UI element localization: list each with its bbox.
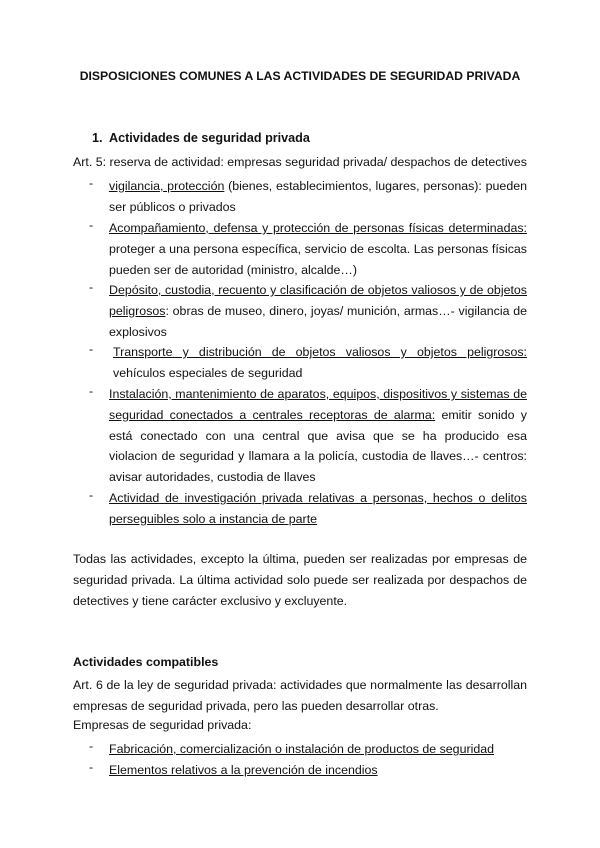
bullet-dash: - — [89, 176, 94, 190]
page-title: DISPOSICIONES COMUNES A LAS ACTIVIDADES DE SEGURIDAD PRIVADA — [79, 69, 521, 83]
underlined-term: Actividad de investigación privada relativas a personas, hechos o delitos perseguibles solo a instancia de parte — [109, 491, 527, 526]
underlined-term: Fabricación, comercialización o instalación de productos de seguridad — [109, 742, 495, 756]
section-number: 1. — [92, 131, 103, 145]
list-item-text — [109, 218, 527, 280]
bullet-dash: - — [89, 342, 94, 356]
section-heading — [92, 131, 310, 145]
underlined-term: Acompañamiento, defensa y protección de personas físicas determinadas: — [109, 221, 527, 235]
article-paragraph: Art. 6 de la ley de seguridad privada: actividades que normalmente las desarrollan empresas de seguridad privada, pero las pueden desarrollar otras. — [73, 678, 527, 714]
list-item-text — [109, 488, 527, 530]
bullet-dash: - — [89, 384, 94, 398]
underlined-term: Transporte y distribución de objetos valiosos y objetos peligrosos: — [113, 345, 527, 359]
section-heading-text: Actividades de seguridad privada — [109, 131, 310, 145]
list-item-text — [109, 739, 527, 760]
item-description: proteger a una persona específica, servicio de escolta. Las personas físicas pueden ser de autoridad (ministro, alcalde…) — [109, 241, 527, 277]
underlined-term: Elementos relativos a la prevención de incendios — [109, 763, 378, 777]
list-item-text — [109, 384, 527, 488]
underlined-term: vigilancia, protección — [109, 179, 225, 193]
subsection-heading: Actividades compatibles — [73, 655, 219, 669]
list-item-text — [109, 176, 527, 218]
item-description: : obras de museo, dinero, joyas/ munición, armas…- vigilancia de explosivos — [109, 303, 527, 339]
item-description: emitir sonido y está conectado con una central que avisa que se ha producido esa violacion de seguridad y llamara a la policía, custodia de llaves…- centros: avisar autoridades, custodia de llaves — [109, 407, 527, 485]
list-item-text — [113, 342, 527, 384]
list-item-text — [109, 280, 527, 342]
list-item-text — [109, 760, 527, 781]
summary-paragraph: Todas las actividades, excepto la última, pueden ser realizadas por empresas de seguridad privada. La última actividad solo puede ser realizada por despachos de detectives y tiene carácter exclusivo y excluyente. — [73, 552, 527, 609]
underlined-term: Depósito, custodia, recuento y clasificación de objetos valiosos y de objetos peligrosos — [109, 283, 527, 318]
bullet-dash: - — [89, 488, 94, 502]
article-intro: Art. 5: reserva de actividad: empresas seguridad privada/ despachos de detectives — [73, 155, 527, 169]
underlined-term: Instalación, mantenimiento de aparatos, equipos, dispositivos y sistemas de seguridad conectados a centrales receptoras de alarma: — [109, 387, 527, 422]
bullet-dash: - — [89, 280, 94, 294]
bullet-dash: - — [89, 218, 94, 232]
bullet-dash: - — [89, 760, 94, 774]
list-intro: Empresas de seguridad privada: — [73, 718, 252, 732]
item-description: vehículos especiales de seguridad — [113, 365, 303, 380]
bullet-dash: - — [89, 739, 94, 753]
item-description: (bienes, establecimientos, lugares, personas): pueden ser públicos o privados — [109, 179, 527, 214]
